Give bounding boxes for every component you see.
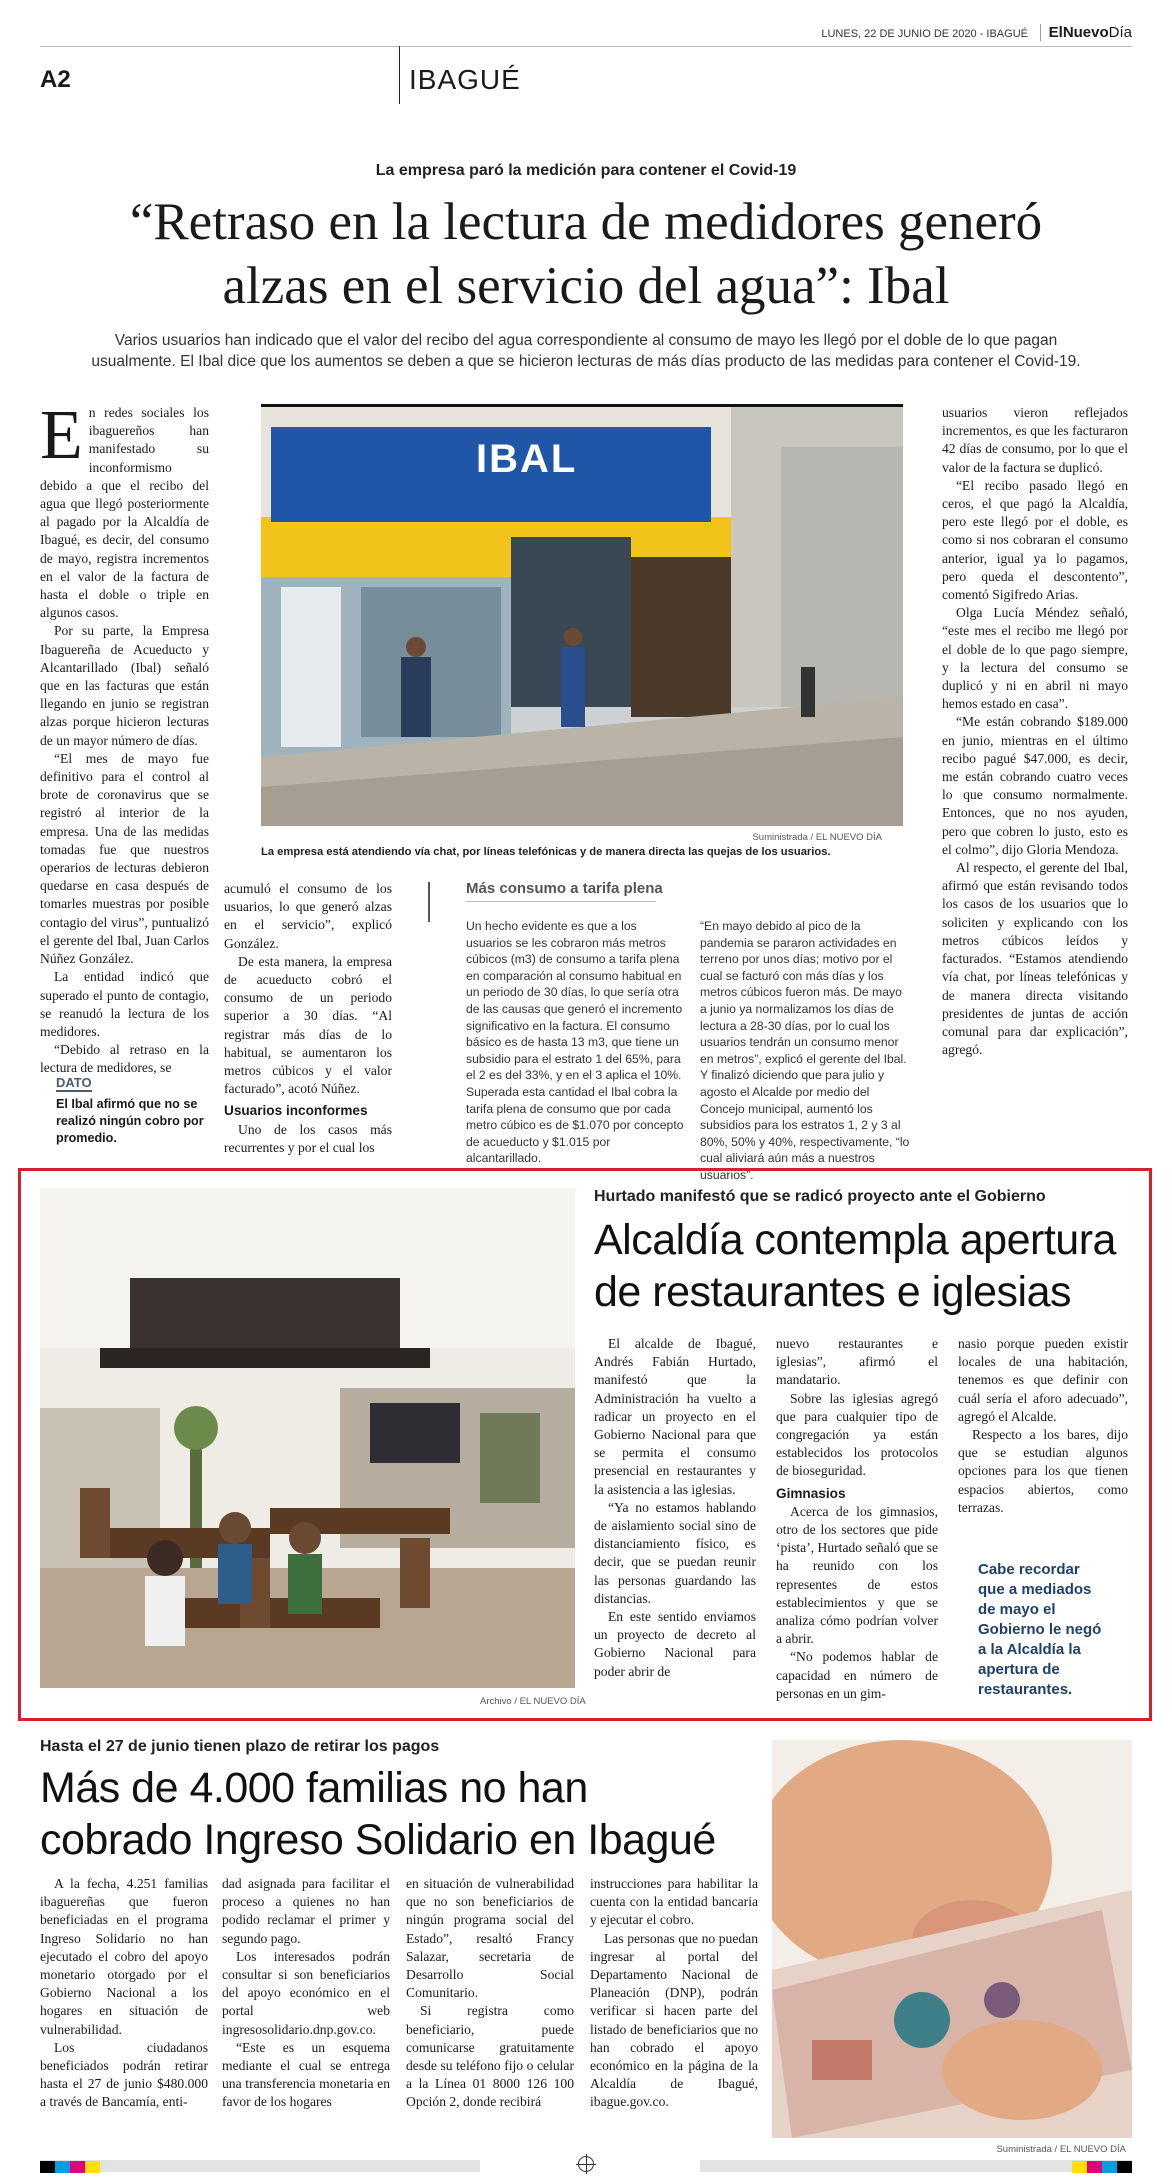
story2-col2-subhead: Gimnasios [776, 1485, 846, 1501]
story2-col2-p4: “No podemos hablar de capacidad en número de personas en un gim- [776, 1649, 938, 1701]
brand-logo [1040, 24, 1132, 41]
story3-col3-p2: Si registra como beneficiario, puede comunicarse gratuitamente desde su teléfono fijo o celular a la Línea 01 8000 126 100 Opción 2, donde recibirá [406, 2003, 574, 2110]
story3-headline [40, 1762, 716, 1866]
story2-col1 [594, 1335, 756, 1681]
brand-logo-dia: Día [1108, 24, 1132, 41]
story3-col4-p2: Las personas que no puedan ingresar al portal del Departamento Nacional de Planeación (DNP), podrán verificar si hacen parte del listado de beneficiarios que no han cobrado el apoyo económico en la página de la Alcaldía de Ibagué, ibague.gov.co. [590, 1930, 758, 2110]
story1-col4-p4: “Me están cobrando $189.000 en junio, mientras en el último recibo pagué $47.000, es decir, me están cobrando cuatro veces lo que consumo normalmente. Entonces, que no nos ayuden, pero que cobren lo justo, esto es el colmo”, dijo Gloria Mendoza. [942, 714, 1128, 857]
color-bar-right [700, 2160, 1132, 2172]
dato-text: El Ibal afirmó que no se realizó ningún cobro por promedio. [56, 1097, 204, 1145]
sidebar-left-text: Un hecho evidente es que a los usuarios se les cobraron más metros cúbicos (m3) de consumo a tarifa plena en comparación al consumo habitual en un periodo de 30 días, lo que sería otra de las causas que generó el incremento significativo en la factura. El consumo básico es de hasta 13 m3, que tiene un subsidio para el estrato 1 del 65%, para el 2 es del 33%, y en el 3 aplica el 10%. Superada esta cantidad el Ibal cobra la tarifa plena de consumo que por cada metro cúbico es de $1.070 por concepto de acueducto y $1.015 por alcantarillado. [466, 919, 684, 1166]
ibal-office-illustration [261, 407, 903, 826]
story3-kicker: Hasta el 27 de junio tienen plazo de retirar los pagos [40, 1738, 440, 1755]
story2-headline-line2: de restaurantes e iglesias [594, 1268, 1072, 1316]
story3-col3-p1: en situación de vulnerabilidad que no son beneficiarios de ningún programa social del Estado”, resaltó Francy Salazar, secretaria de Desarrollo Social Comunitario. [406, 1876, 574, 2001]
story1-col4-p5: Al respecto, el gerente del Ibal, afirmó que están revisando todos los casos de los usuarios que lo soliciten y explicando con los metros cúbicos leídos y facturados. “Estamos atendiendo vía chat, por líneas telefónicas y de manera directa visitando presidentes de juntas de acción comunal para dar explicación”, agregó. [942, 860, 1128, 1058]
story2-col1-p3: En este sentido enviamos un proyecto de decreto al Gobierno Nacional para poder abrir de [594, 1609, 756, 1679]
restaurant-photo [40, 1188, 575, 1688]
story2-col2-p2: Sobre las iglesias agregó que para cualquier tipo de congregación ya están establecidos los protocolos de bioseguridad. [776, 1390, 938, 1479]
sidebar-title: Más consumo a tarifa plena [466, 880, 663, 897]
ibal-office-photo [261, 404, 903, 826]
banknote-illustration [772, 1740, 1132, 2138]
story2-col2-p1: nuevo restaurantes e iglesias”, afirmó el mandatario. [776, 1336, 938, 1388]
dato-label: DATO [56, 1075, 92, 1090]
story2-headline-line1: Alcaldía contempla apertura [594, 1216, 1116, 1264]
story1-kicker: La empresa paró la medición para contener el Covid-19 [375, 162, 797, 179]
story1-col2-p2: De esta manera, la empresa de acueducto cobró el consumo de un periodo superior a 30 días. “Al registrar más días de lo habitual, se aumentaron los metros cúbicos y el valor facturado”, acotó Núñez. [224, 953, 392, 1097]
story1-col2-subhead: Usuarios inconformes [224, 1103, 368, 1119]
story2-col2 [776, 1335, 938, 1703]
story1-deck: Varios usuarios han indicado que el valor del recibo del agua correspondiente al consumo de mayo les llegó por el doble de lo que pagan usualmente. El Ibal dice que los aumentos se deben a que se hicieron lecturas de más días producto de las medidas para contener el Covid-19. [91, 332, 1081, 370]
color-bar-left [40, 2160, 480, 2172]
sidebar-rule [466, 901, 656, 902]
restaurant-photo-credit: Archivo / EL NUEVO DÍA [480, 1696, 586, 1707]
story2-headline [594, 1214, 1116, 1318]
story3-col2-p3: “Este es un esquema mediante el cual se entrega una transferencia monetaria en favor de los hogares [222, 2039, 390, 2110]
story1-col4-p1: usuarios vieron reflejados incrementos, es que les facturaron 42 días de consumo, por lo que el valor de la factura se duplicó. [942, 405, 1128, 475]
story1-col1-p1: n redes sociales los ibaguereños han manifestado su inconformismo debido a que el recibo del agua que llegó posteriormente al pagado por la Alcaldía de Ibagué, es decir, del consumo de mayo, registra incrementos en el valor de la factura de hasta el doble o triple en algunos casos. [40, 405, 209, 621]
masthead-date: LUNES, 22 DE JUNIO DE 2020 - IBAGUÉ [821, 28, 1028, 40]
story1-col4-p3: Olga Lucía Méndez señaló, “este mes el recibo me llegó por el doble de lo que pago siempre, y la lectura del consumo se duplicó y ni en abril ni mayo hemos estado en casa”. [942, 605, 1128, 712]
story1-col1-p5: “Debido al retraso en la lectura de medidores, se [40, 1042, 209, 1076]
brand-logo-nuevo: Nuevo [1062, 24, 1109, 41]
story3-col1-p1: A la fecha, 4.251 familias ibaguereñas que fueron beneficiadas en el programa Ingreso Solidario no han ejecutado el cobro del apoyo monetario otorgado por el Gobierno Nacional a los hogares en situación de vulnerabilidad. [40, 1876, 208, 2037]
story3-col1 [40, 1875, 208, 2112]
story1-col2-p1: acumuló el consumo de los usuarios, lo que generó alzas en el servicio”, explicó González. [224, 881, 392, 951]
story3-headline-line2: cobrado Ingreso Solidario en Ibagué [40, 1816, 716, 1864]
story1-col4 [942, 404, 1128, 1059]
masthead-rule [40, 46, 1132, 47]
story3-col1-p2: Los ciudadanos beneficiados podrán retirar hasta el 27 de junio $480.000 a través de Bancamía, enti- [40, 2039, 208, 2110]
story1-col1-p4: La entidad indicó que superado el punto de contagio, se reanudó la lectura de los medidores. [40, 969, 209, 1039]
story1-col1-p2: Por su parte, la Empresa Ibaguereña de Acueducto y Alcantarillado (Ibal) señaló que en las facturas que están llegando en junio se registran alzas porque hicieron lecturas de un mayor número de días. [40, 623, 209, 748]
story2-col3-p2: Respecto a los bares, dijo que se estudian algunos opciones para los que tienen espacios abiertos, como terrazas. [958, 1427, 1128, 1515]
story3-col3 [406, 1875, 574, 2112]
restaurant-illustration [40, 1188, 575, 1688]
story3-headline-line1: Más de 4.000 familias no han [40, 1764, 588, 1812]
story1-col1 [40, 397, 209, 1078]
ibal-photo-caption: La empresa está atendiendo vía chat, por líneas telefónicas y de manera directa las quejas de los usuarios. [261, 846, 831, 858]
story3-col4-p1: instrucciones para habilitar la cuenta con la entidad bancaria y ejecutar el cobro. [590, 1876, 758, 1928]
registration-mark-icon [578, 2156, 594, 2172]
section-title: IBAGUÉ [409, 64, 521, 95]
masthead [40, 24, 1132, 104]
section-divider [399, 46, 400, 104]
dato-box [56, 1074, 206, 1147]
story1-col4-p2: “El recibo pasado llegó en ceros, el que pagó la Alcaldía, pero este llegó por el doble, es como si nos cobraran el consumo anterior, igual ya lo pagamos, pero queda el descontento”, comentó Sigifredo Arias. [942, 477, 1128, 603]
story2-col3 [958, 1335, 1128, 1517]
brand-logo-el: El [1048, 24, 1063, 41]
story2-kicker: Hurtado manifestó que se radicó proyecto ante el Gobierno [594, 1188, 1046, 1205]
story2-col2-p3: Acerca de los gimnasios, otro de los sectores que pide ‘pista’, Hurtado señaló que se ha reunido con los representes de estos establecimientos y que se analiza cómo podrían volver a abrir. [776, 1503, 938, 1647]
story3-col2-p1: dad asignada para facilitar el proceso a quienes no han podido reclamar el primer y segundo pago. [222, 1876, 390, 1946]
story1-col2 [224, 880, 392, 1157]
story2-col1-p2: “Ya no estamos hablando de aislamiento social sino de distanciamiento físico, es decir, que se puedan reunir las personas guardando las distancias. [594, 1499, 756, 1606]
sidebar-accent [428, 882, 430, 922]
story3-col2-p2: Los interesados podrán consultar si son beneficiarios del apoyo económico en el portal web ingresosolidario.dnp.gov.co. [222, 1948, 390, 2037]
story3-col4 [590, 1875, 758, 2112]
ibal-photo-credit: Suministrada / EL NUEVO DÍA [752, 832, 882, 843]
banknote-photo-credit: Suministrada / EL NUEVO DÍA [996, 2144, 1126, 2155]
banknote-photo [772, 1740, 1132, 2138]
sidebar-right-text: “En mayo debido al pico de la pandemia se pararon actividades en terreno por unos días; motivo por el cual se facturó con más días y los metros cúbicos fueron más. De mayo a junio ya normalizamos los días de lectura a 28-30 días, por lo cual los usuarios tendrán un consumo menor en metros”, explicó el gerente del Ibal. Y finalizó diciendo que para julio y agosto el Alcalde por medio del Concejo municipal, aumentó los subsidios para los estratos 1, 2 y 3 al 80%, 50% y 40%, respectivamente, “lo cual aliviará aún más a nuestros usuarios”. [700, 919, 910, 1182]
story3-col2 [222, 1875, 390, 2112]
story2-col3-p1: nasio porque pueden existir locales de una habitación, tenemos es que definir con cuál sería el aforo adecuado”, agregó el Alcalde. [958, 1336, 1128, 1424]
story2-pullquote: Cabe recordar que a mediados de mayo el Gobierno le negó a la Alcaldía la apertura de restaurantes. [978, 1561, 1102, 1698]
story1-col1-p3: “El mes de mayo fue definitivo para el control al brote de coronavirus que se registró al interior de la empresa. Una de las medidas tomadas fue que nuestros operarios de lecturas debieron quedarse en casa después de tomarles muestras por posible contagio del virus”, puntualizó el gerente del Ibal, Juan Carlos Núñez González. [40, 750, 209, 967]
story1-headline [0, 190, 1172, 318]
story2-col1-p1: El alcalde de Ibagué, Andrés Fabián Hurtado, manifestó que la Administración ha vuelto a radicar un proyecto en el Gobierno Nacional para que se permita el consumo presencial en restaurantes y la asistencia a las iglesias. [594, 1336, 756, 1497]
ibal-sign: IBAL [476, 437, 578, 481]
dropcap: E [40, 397, 83, 474]
page-number: A2 [40, 66, 71, 93]
story1-col2-p3: Uno de los casos más recurrentes y por el cual los [224, 1121, 392, 1155]
story1-headline-line2: alzas en el servicio del agua”: Ibal [222, 257, 950, 315]
story1-headline-line1: “Retraso en la lectura de medidores generó [129, 193, 1043, 251]
